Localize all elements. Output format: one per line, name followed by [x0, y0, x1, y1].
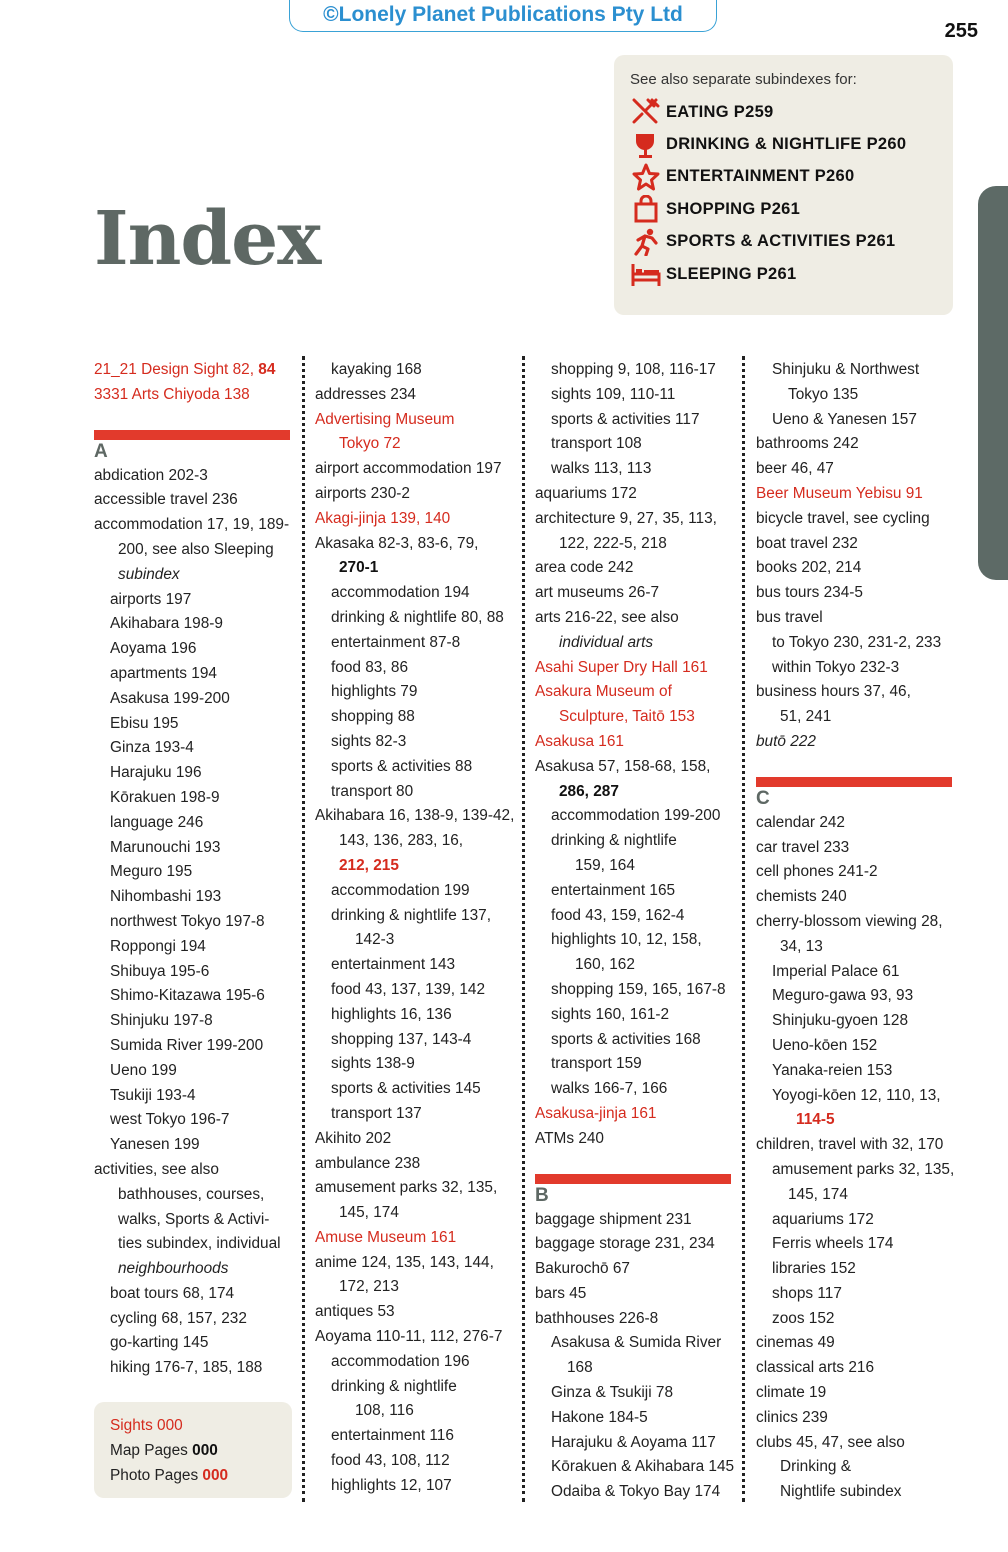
index-entry[interactable]: Ferris wheels 174 — [772, 1235, 894, 1253]
index-entry[interactable]: 3331 Arts Chiyoda 138 — [94, 385, 250, 403]
index-entry[interactable]: go-karting 145 — [110, 1334, 209, 1352]
column-divider — [302, 356, 305, 1502]
index-entry[interactable]: airports 197 — [110, 590, 192, 608]
index-entry[interactable]: anime 124, 135, 143, 144, — [315, 1253, 494, 1271]
index-entry[interactable]: Kōrakuen & Akihabara 145 — [551, 1458, 735, 1476]
index-entry[interactable]: Shimo-Kitazawa 195-6 — [110, 987, 265, 1005]
index-entry[interactable]: hiking 176-7, 185, 188 — [110, 1359, 263, 1377]
index-entry[interactable]: Meguro 195 — [110, 863, 193, 881]
index-entry[interactable]: Asakusa & Sumida River — [551, 1334, 722, 1352]
index-entry[interactable]: cell phones 241-2 — [756, 863, 878, 881]
index-entry[interactable]: subindex — [118, 565, 180, 583]
index-entry[interactable]: baggage shipment 231 — [535, 1210, 692, 1228]
subindex-intro: See also separate subindexes for: — [630, 71, 857, 88]
legend-photo-pages: Photo Pages 000 — [110, 1466, 229, 1484]
index-entry[interactable]: transport 159 — [551, 1055, 642, 1073]
index-entry[interactable]: walks, Sports & Activi- — [118, 1210, 270, 1228]
subindex-eating[interactable] — [630, 96, 953, 128]
index-entry[interactable]: Harajuku 196 — [110, 764, 202, 782]
index-entry[interactable]: drinking & nightlife 137, — [331, 906, 491, 924]
letter-heading-c: C — [756, 787, 770, 809]
index-entry[interactable]: accommodation 199-200 — [551, 807, 721, 825]
index-entry[interactable]: 159, 164 — [575, 856, 635, 874]
index-entry[interactable]: Shinjuku-gyoen 128 — [772, 1012, 909, 1030]
index-entry[interactable]: Asakusa 199-200 — [110, 689, 230, 707]
index-entry[interactable]: Meguro-gawa 93, 93 — [772, 987, 914, 1005]
subindex-sports[interactable] — [630, 226, 953, 258]
subindex-box — [614, 55, 953, 315]
subindex-sleeping[interactable] — [630, 258, 953, 290]
index-entry[interactable]: 286, 287 — [559, 782, 619, 800]
index-entry[interactable]: west Tokyo 196-7 — [110, 1111, 230, 1129]
subindex-entertainment[interactable] — [630, 161, 953, 193]
index-column-3 — [535, 358, 735, 1505]
index-entry[interactable]: Shinjuku & Northwest — [772, 361, 920, 378]
index-entry[interactable]: highlights 10, 12, 158, — [551, 931, 702, 949]
index-entry[interactable]: books 202, 214 — [756, 559, 862, 577]
index-entry[interactable]: clinics 239 — [756, 1408, 828, 1426]
subindex-eating-label: EATING P259 — [666, 102, 774, 121]
legend-box — [94, 1402, 292, 1498]
index-entry[interactable]: highlights 79 — [331, 683, 418, 701]
index-entry[interactable]: bars 45 — [535, 1284, 587, 1302]
index-entry[interactable]: 168 — [567, 1359, 593, 1377]
index-entry[interactable]: Akagi-jinja 139, 140 — [315, 509, 451, 527]
index-entry[interactable]: 172, 213 — [339, 1278, 399, 1296]
page-number: 255 — [944, 20, 978, 42]
index-entry[interactable]: Roppongi 194 — [110, 937, 206, 955]
index-entry[interactable]: cycling 68, 157, 232 — [110, 1309, 247, 1327]
index-entry[interactable]: Tokyo 72 — [339, 435, 401, 453]
index-entry[interactable]: sights 82-3 — [331, 732, 407, 750]
index-entry[interactable]: Kōrakuen 198-9 — [110, 788, 220, 806]
index-entry[interactable]: car travel 233 — [756, 838, 850, 856]
letter-bar — [756, 777, 952, 787]
index-entry[interactable]: addresses 234 — [315, 385, 416, 403]
index-entry[interactable]: accessible travel 236 — [94, 491, 238, 509]
index-entry[interactable]: Asahi Super Dry Hall 161 — [535, 658, 708, 676]
index-entry[interactable]: 160, 162 — [575, 956, 635, 974]
page-title: Index — [94, 196, 321, 282]
index-entry[interactable]: bathhouses, courses, — [118, 1185, 265, 1203]
index-entry[interactable]: 108, 116 — [355, 1402, 414, 1420]
index-entry[interactable]: bus tours 234-5 — [756, 584, 863, 602]
index-entry[interactable]: beer 46, 47 — [756, 460, 834, 478]
index-entry[interactable]: Aoyama 196 — [110, 640, 197, 658]
section-tab — [978, 186, 1008, 580]
index-entry[interactable]: drinking & nightlife — [551, 832, 677, 850]
index-entry[interactable]: language 246 — [110, 813, 204, 831]
index-entry[interactable]: Harajuku & Aoyama 117 — [551, 1433, 716, 1451]
index-entry[interactable]: apartments 194 — [110, 664, 217, 682]
index-entry[interactable]: zoos 152 — [772, 1309, 835, 1327]
index-entry[interactable]: entertainment 87-8 — [331, 633, 461, 651]
index-entry[interactable]: area code 242 — [535, 559, 634, 577]
index-entry[interactable]: activities, see also — [94, 1160, 219, 1178]
index-entry[interactable]: drinking & nightlife — [331, 1377, 457, 1395]
copyright-banner: ©Lonely Planet Publications Pty Ltd — [289, 0, 717, 32]
index-entry[interactable]: bathrooms 242 — [756, 435, 859, 453]
index-entry[interactable]: bathhouses 226-8 — [535, 1309, 659, 1327]
legend-map-pages: Map Pages 000 — [110, 1441, 218, 1459]
index-entry[interactable]: Yoyogi-kōen 12, 110, 13, — [772, 1086, 941, 1104]
eating-icon — [630, 98, 662, 126]
index-entry[interactable]: Asakusa 161 — [535, 732, 624, 750]
index-entry[interactable]: art museums 26-7 — [535, 584, 660, 602]
index-entry[interactable]: Akihabara 16, 138-9, 139-42, — [315, 807, 515, 825]
index-entry[interactable]: antiques 53 — [315, 1303, 395, 1321]
index-entry[interactable]: shops 117 — [772, 1284, 842, 1302]
index-entry[interactable]: Ueno 199 — [110, 1061, 177, 1079]
index-entry[interactable]: Yanaka-reien 153 — [772, 1061, 893, 1079]
subindex-shopping-label: SHOPPING P261 — [666, 199, 801, 218]
index-entry[interactable]: architecture 9, 27, 35, 113, — [535, 509, 717, 527]
index-entry[interactable]: ties subindex, individual — [118, 1235, 281, 1253]
index-entry[interactable]: Drinking & — [780, 1458, 851, 1476]
index-entry[interactable]: shopping 88 — [331, 708, 415, 726]
index-entry[interactable]: sports & activities 145 — [331, 1080, 481, 1098]
index-entry[interactable]: Akasaka 82-3, 83-6, 79, — [315, 534, 479, 552]
index-entry[interactable]: within Tokyo 232-3 — [772, 658, 900, 676]
index-entry[interactable]: Tsukiji 193-4 — [110, 1086, 196, 1104]
column-divider — [742, 356, 745, 1502]
index-entry[interactable]: Hakone 184-5 — [551, 1408, 648, 1426]
subindex-shopping[interactable] — [630, 193, 953, 225]
index-entry[interactable]: sports & activities 88 — [331, 757, 473, 775]
index-entry[interactable]: entertainment 116 — [331, 1427, 454, 1445]
index-entry[interactable]: drinking & nightlife 80, 88 — [331, 608, 504, 626]
column-divider — [522, 356, 525, 1502]
index-entry[interactable]: Asakusa 57, 158-68, 158, — [535, 757, 711, 775]
index-entry[interactable]: highlights 16, 136 — [331, 1005, 452, 1023]
index-entry[interactable]: butō 222 — [756, 732, 816, 750]
index-entry[interactable]: Shibuya 195-6 — [110, 962, 210, 980]
index-entry[interactable]: to Tokyo 230, 231-2, 233 — [772, 633, 942, 651]
subindex-entertainment-label: ENTERTAINMENT P260 — [666, 167, 855, 186]
index-entry[interactable]: 122, 222-5, 218 — [559, 534, 667, 552]
index-entry[interactable]: walks 113, 113 — [551, 460, 652, 478]
index-entry[interactable]: kayaking 168 — [331, 361, 422, 378]
index-entry[interactable]: cinemas 49 — [756, 1334, 835, 1352]
index-entry[interactable]: calendar 242 — [756, 813, 845, 831]
index-entry[interactable]: abdication 202-3 — [94, 466, 208, 484]
letter-heading-a: A — [94, 440, 108, 462]
index-entry[interactable]: Tokyo 135 — [788, 385, 859, 403]
index-entry[interactable]: northwest Tokyo 197-8 — [110, 912, 265, 930]
index-entry[interactable]: Advertising Museum — [315, 410, 455, 428]
index-entry[interactable]: 212, 215 — [339, 856, 399, 874]
index-entry[interactable]: transport 137 — [331, 1104, 422, 1122]
index-entry[interactable]: Sumida River 199-200 — [110, 1036, 264, 1054]
index-entry[interactable]: 143, 136, 283, 16, — [339, 832, 464, 850]
index-entry[interactable]: Nightlife subindex — [780, 1483, 902, 1501]
index-entry[interactable]: 21_21 Design Sight 82, 84 — [94, 361, 276, 378]
index-entry[interactable]: accommodation 194 — [331, 584, 470, 602]
index-entry[interactable]: ambulance 238 — [315, 1154, 421, 1172]
index-entry[interactable]: Akihabara 198-9 — [110, 615, 223, 633]
index-entry[interactable]: 114-5 — [796, 1111, 835, 1129]
index-entry[interactable]: boat tours 68, 174 — [110, 1284, 235, 1302]
index-entry[interactable]: 145, 174 — [339, 1204, 399, 1222]
index-entry[interactable]: Asakura Museum of — [535, 683, 672, 701]
letter-heading-b: B — [535, 1184, 549, 1206]
index-entry[interactable]: accommodation 196 — [331, 1352, 470, 1370]
index-entry[interactable]: Beer Museum Yebisu 91 — [756, 484, 923, 502]
index-entry[interactable]: Ueno & Yanesen 157 — [772, 410, 917, 428]
index-entry[interactable]: Ebisu 195 — [110, 714, 179, 732]
legend-sights: Sights 000 — [110, 1417, 183, 1434]
index-entry[interactable]: chemists 240 — [756, 888, 847, 906]
letter-bar — [94, 430, 290, 440]
index-entry[interactable]: boat travel 232 — [756, 534, 858, 552]
index-entry[interactable]: aquariums 172 — [772, 1210, 874, 1228]
index-entry[interactable]: 270-1 — [339, 559, 379, 577]
sports-icon — [630, 228, 662, 256]
index-entry[interactable]: sights 138-9 — [331, 1055, 415, 1073]
index-entry[interactable]: Aoyama 110-11, 112, 276-7 — [315, 1328, 503, 1346]
index-entry[interactable]: 200, see also Sleeping — [118, 540, 274, 558]
index-entry[interactable]: amusement parks 32, 135, — [315, 1179, 498, 1197]
index-entry[interactable]: Amuse Museum 161 — [315, 1228, 457, 1246]
index-entry[interactable]: 142-3 — [355, 931, 395, 949]
index-entry[interactable]: bicycle travel, see cycling — [756, 509, 930, 527]
index-entry[interactable]: Akihito 202 — [315, 1129, 392, 1147]
index-entry[interactable]: Odaiba & Tokyo Bay 174 — [551, 1483, 721, 1501]
index-entry[interactable]: neighbourhoods — [118, 1260, 229, 1278]
index-entry[interactable]: food 43, 108, 112 — [331, 1452, 450, 1470]
index-entry[interactable]: classical arts 216 — [756, 1359, 875, 1377]
index-entry[interactable]: sights 109, 110-11 — [551, 385, 676, 403]
index-entry[interactable]: Marunouchi 193 — [110, 838, 221, 856]
index-entry[interactable]: food 43, 159, 162-4 — [551, 906, 685, 924]
index-entry[interactable]: walks 166-7, 166 — [551, 1080, 668, 1098]
index-entry[interactable]: children, travel with 32, 170 — [756, 1136, 944, 1154]
index-column-1 — [94, 358, 294, 1381]
index-entry[interactable]: Sculpture, Taitō 153 — [559, 708, 695, 726]
index-entry[interactable]: libraries 152 — [772, 1260, 856, 1278]
index-entry[interactable]: baggage storage 231, 234 — [535, 1235, 715, 1253]
index-entry[interactable]: aquariums 172 — [535, 484, 637, 502]
index-column-2 — [315, 358, 515, 1499]
index-entry[interactable]: Ginza & Tsukiji 78 — [551, 1384, 674, 1402]
index-entry[interactable]: amusement parks 32, 135, — [772, 1160, 955, 1178]
index-entry[interactable]: entertainment 165 — [551, 881, 676, 899]
index-entry[interactable]: accommodation 199 — [331, 881, 470, 899]
index-entry[interactable]: cherry-blossom viewing 28, — [756, 912, 943, 930]
index-entry[interactable]: airports 230-2 — [315, 484, 410, 502]
index-entry[interactable]: Shinjuku 197-8 — [110, 1012, 213, 1030]
index-entry[interactable]: 51, 241 — [780, 708, 832, 726]
index-entry[interactable]: Imperial Palace 61 — [772, 962, 900, 980]
index-entry[interactable]: 34, 13 — [780, 937, 823, 955]
index-entry[interactable]: shopping 9, 108, 116-17 — [551, 361, 716, 378]
index-entry[interactable]: climate 19 — [756, 1384, 827, 1402]
index-entry[interactable]: Bakurochō 67 — [535, 1260, 630, 1278]
subindex-sports-label: SPORTS & ACTIVITIES P261 — [666, 232, 896, 251]
subindex-drinking[interactable] — [630, 128, 953, 160]
index-entry[interactable]: transport 80 — [331, 782, 414, 800]
index-entry[interactable]: ATMs 240 — [535, 1129, 604, 1147]
index-entry[interactable]: Ueno-kōen 152 — [772, 1036, 878, 1054]
index-entry[interactable]: food 43, 137, 139, 142 — [331, 980, 486, 998]
index-entry[interactable]: highlights 12, 107 — [331, 1476, 452, 1494]
index-entry[interactable]: Asakusa-jinja 161 — [535, 1104, 657, 1122]
index-entry[interactable]: bus travel — [756, 608, 823, 626]
subindex-sleeping-label: SLEEPING P261 — [666, 264, 797, 283]
index-entry[interactable]: 145, 174 — [788, 1185, 848, 1203]
subindex-drinking-label: DRINKING & NIGHTLIFE P260 — [666, 135, 907, 154]
index-entry[interactable]: Ginza 193-4 — [110, 739, 194, 757]
index-entry[interactable]: business hours 37, 46, — [756, 683, 911, 701]
index-entry[interactable]: sights 160, 161-2 — [551, 1005, 670, 1023]
index-entry[interactable]: shopping 159, 165, 167-8 — [551, 980, 726, 998]
letter-bar — [535, 1174, 731, 1184]
index-entry[interactable]: food 83, 86 — [331, 658, 409, 676]
drinking-icon — [630, 131, 662, 159]
index-entry[interactable]: Yanesen 199 — [110, 1136, 200, 1154]
index-entry[interactable]: entertainment 143 — [331, 956, 456, 974]
shopping-icon — [630, 195, 662, 223]
index-entry[interactable]: Nihombashi 193 — [110, 888, 222, 906]
index-entry[interactable]: sports & activities 168 — [551, 1030, 701, 1048]
index-entry[interactable]: shopping 137, 143-4 — [331, 1030, 472, 1048]
index-entry[interactable]: airport accommodation 197 — [315, 460, 502, 478]
index-entry[interactable]: arts 216-22, see also — [535, 608, 679, 626]
index-entry[interactable]: transport 108 — [551, 435, 642, 453]
index-column-4 — [756, 358, 956, 1505]
index-entry[interactable]: sports & activities 117 — [551, 410, 700, 428]
entertainment-icon — [630, 163, 662, 191]
index-entry[interactable]: accommodation 17, 19, 189- — [94, 516, 290, 534]
sleeping-icon — [630, 260, 662, 288]
index-entry[interactable]: clubs 45, 47, see also — [756, 1433, 905, 1451]
index-entry[interactable]: individual arts — [559, 633, 654, 651]
